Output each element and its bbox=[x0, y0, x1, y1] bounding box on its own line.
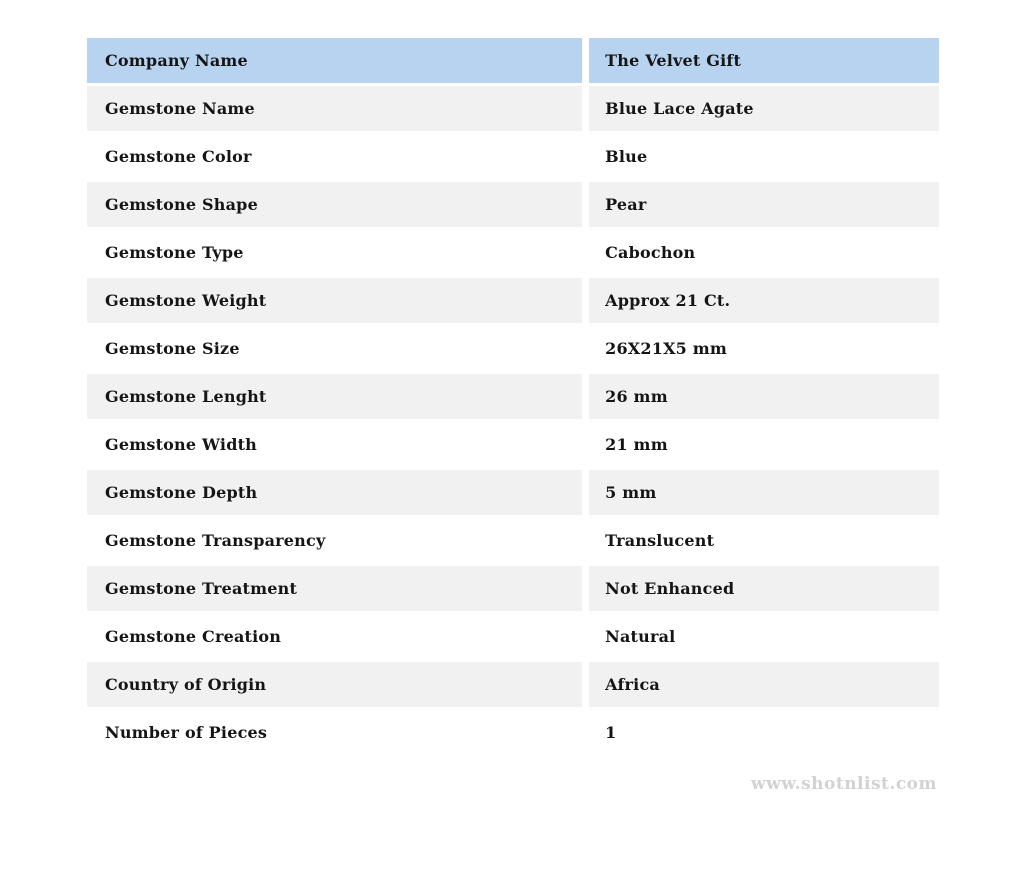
row-value: 21 mm bbox=[589, 422, 939, 470]
row-label: Gemstone Depth bbox=[87, 470, 589, 518]
row-value: Natural bbox=[589, 614, 939, 662]
table-row-gemstone-name bbox=[87, 86, 939, 134]
page bbox=[0, 38, 1024, 882]
row-value: Blue bbox=[589, 134, 939, 182]
table-row-country-of-origin bbox=[87, 662, 939, 710]
row-value: Africa bbox=[589, 662, 939, 710]
row-label: Gemstone Creation bbox=[87, 614, 589, 662]
table-row-gemstone-width bbox=[87, 422, 939, 470]
row-value: Approx 21 Ct. bbox=[589, 278, 939, 326]
table-row-gemstone-treatment bbox=[87, 566, 939, 614]
row-value: 26 mm bbox=[589, 374, 939, 422]
row-value: 1 bbox=[589, 710, 939, 758]
gemstone-spec-table bbox=[87, 38, 939, 758]
row-label: Gemstone Lenght bbox=[87, 374, 589, 422]
row-label: Gemstone Shape bbox=[87, 182, 589, 230]
row-value: Pear bbox=[589, 182, 939, 230]
row-label: Gemstone Size bbox=[87, 326, 589, 374]
row-label: Gemstone Color bbox=[87, 134, 589, 182]
row-value: Translucent bbox=[589, 518, 939, 566]
header-label: Company Name bbox=[87, 38, 589, 86]
table-row-number-of-pieces bbox=[87, 710, 939, 758]
table-row-gemstone-depth bbox=[87, 470, 939, 518]
row-label: Gemstone Name bbox=[87, 86, 589, 134]
row-value: 26X21X5 mm bbox=[589, 326, 939, 374]
row-value: Cabochon bbox=[589, 230, 939, 278]
row-label: Gemstone Weight bbox=[87, 278, 589, 326]
table-header-row bbox=[87, 38, 939, 86]
watermark: www.shotnlist.com bbox=[750, 774, 937, 794]
row-value: 5 mm bbox=[589, 470, 939, 518]
row-label: Gemstone Transparency bbox=[87, 518, 589, 566]
table-row-gemstone-color bbox=[87, 134, 939, 182]
table-row-gemstone-creation bbox=[87, 614, 939, 662]
row-value: Blue Lace Agate bbox=[589, 86, 939, 134]
table-row-gemstone-size bbox=[87, 326, 939, 374]
table-row-gemstone-shape bbox=[87, 182, 939, 230]
table-row-gemstone-transparency bbox=[87, 518, 939, 566]
row-label: Gemstone Treatment bbox=[87, 566, 589, 614]
table-row-gemstone-weight bbox=[87, 278, 939, 326]
row-label: Number of Pieces bbox=[87, 710, 589, 758]
row-label: Gemstone Type bbox=[87, 230, 589, 278]
table-row-gemstone-lenght bbox=[87, 374, 939, 422]
row-value: Not Enhanced bbox=[589, 566, 939, 614]
header-value: The Velvet Gift bbox=[589, 38, 939, 86]
row-label: Country of Origin bbox=[87, 662, 589, 710]
row-label: Gemstone Width bbox=[87, 422, 589, 470]
table-row-gemstone-type bbox=[87, 230, 939, 278]
